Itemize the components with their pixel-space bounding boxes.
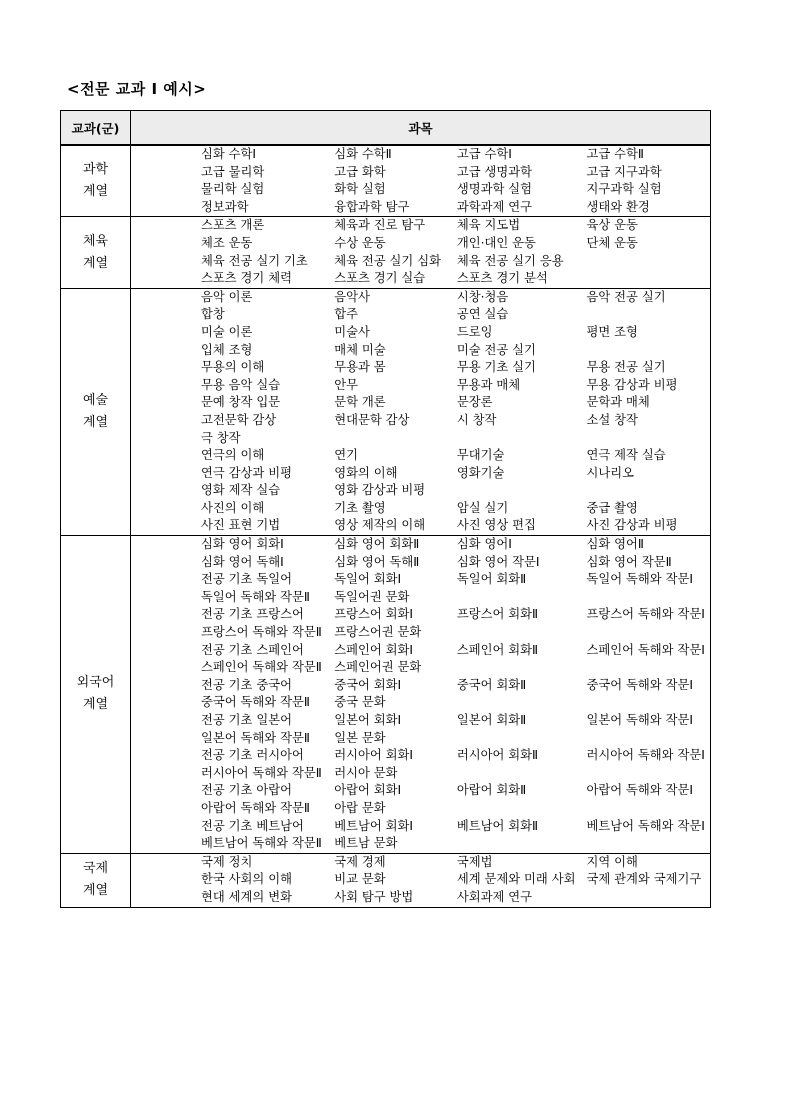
subject-list-cell (131, 536, 711, 854)
subject-name: 매체 미술 (334, 342, 386, 357)
table-header-row (61, 111, 711, 146)
subject-name: 고급 수학Ⅱ (586, 147, 644, 161)
subject-name: 비교 문화 (334, 872, 386, 887)
subject-name: 음악사 (334, 289, 370, 304)
subject-name: 국제법 (456, 854, 493, 869)
subject-row (201, 500, 710, 518)
subject-name: 전공 기초 일본어 (201, 713, 292, 727)
subject-row (201, 270, 710, 288)
subject-row (201, 342, 710, 360)
subject-name: 물리학 실험 (201, 182, 265, 197)
subject-name: 소설 창작 (586, 412, 638, 427)
subject-name: 러시아어 회화Ⅰ (334, 748, 414, 763)
subject-row (201, 536, 710, 554)
subject-row (201, 554, 710, 572)
subject-name: 스포츠 경기 실습 (334, 271, 426, 286)
subject-name (587, 430, 711, 448)
subject-name: 심화 영어 작문Ⅱ (586, 554, 672, 569)
subject-name: 일본어 독해와 작문Ⅱ (201, 730, 310, 745)
subject-name: 안무 (334, 377, 358, 392)
subject-name: 고급 물리학 (201, 164, 265, 179)
subject-name: 심화 수학Ⅱ (334, 147, 392, 161)
subject-name: 평면 조형 (586, 324, 638, 339)
subject-name: 무용 기초 실기 (456, 360, 536, 375)
subject-name: 문학 개론 (334, 395, 386, 410)
subject-name: 연극의 이해 (201, 448, 265, 463)
subject-row (201, 889, 710, 907)
subject-name: 심화 영어 독해Ⅱ (334, 554, 420, 569)
subject-row (201, 747, 710, 765)
group-name-cell (61, 145, 131, 217)
subject-name (587, 800, 711, 818)
subject-name: 중국어 독해와 작문Ⅱ (201, 695, 310, 710)
subject-row (201, 854, 710, 872)
subject-name (587, 730, 711, 748)
subject-name: 스페인어 회화Ⅰ (334, 642, 414, 657)
subject-name: 전공 기초 독일어 (201, 572, 292, 587)
subject-name: 심화 수학Ⅰ (201, 147, 257, 161)
subject-name: 연극 감상과 비평 (201, 465, 292, 480)
subject-row (201, 571, 710, 589)
subject-name: 개인·대인 운동 (456, 235, 536, 250)
subject-name: 체조 운동 (201, 235, 253, 250)
group-name-line: 계열 (82, 697, 109, 713)
subject-name: 스페인어권 문화 (334, 660, 422, 675)
subject-name: 한국 사회의 이해 (201, 872, 292, 887)
subject-name: 무용 감상과 비평 (586, 377, 678, 392)
subject-name (587, 253, 711, 271)
subject-name: 아랍어 독해와 작문Ⅰ (586, 783, 693, 798)
subject-group-row (61, 145, 711, 217)
subject-row (201, 359, 710, 377)
subject-name: 국제 경제 (334, 854, 386, 869)
subject-name: 고급 지구과학 (586, 164, 662, 179)
subject-name: 아랍어 회화Ⅰ (334, 783, 402, 798)
subject-name: 심화 영어 독해Ⅰ (201, 554, 284, 569)
subject-name: 독일어권 문화 (334, 589, 410, 604)
group-name-line: 외국어 (76, 675, 115, 691)
subject-name: 지역 이해 (586, 854, 638, 869)
subject-name: 무용 전공 실기 (586, 360, 666, 375)
subject-row (201, 800, 710, 818)
subject-name: 러시아어 독해와 작문Ⅰ (586, 748, 705, 763)
subject-name (457, 730, 587, 748)
group-name-line: 계열 (82, 255, 109, 271)
subject-row (201, 818, 710, 836)
subject-name: 시나리오 (586, 465, 635, 480)
subject-name (587, 694, 711, 712)
subject-name: 전공 기초 프랑스어 (201, 607, 304, 622)
group-name-line: 과학 (82, 162, 109, 178)
subject-name: 심화 영어Ⅰ (456, 537, 512, 552)
subject-name: 러시아어 회화Ⅱ (456, 748, 539, 763)
subject-name: 미술 이론 (201, 324, 253, 339)
subject-name: 심화 영어Ⅱ (586, 537, 644, 552)
subject-name: 일본어 회화Ⅱ (456, 713, 527, 727)
group-name-line: 체육 (82, 233, 109, 249)
subject-name: 미술 전공 실기 (456, 342, 536, 357)
subject-name: 심화 영어 회화Ⅱ (334, 537, 420, 552)
subject-row (201, 712, 710, 730)
subject-name: 연기 (334, 448, 358, 463)
subject-name: 심화 영어 회화Ⅰ (201, 537, 284, 552)
subject-name: 체육 전공 실기 응용 (456, 253, 564, 268)
subject-name (457, 482, 587, 500)
subject-name: 현대문학 감상 (334, 412, 410, 427)
subject-name: 화학 실험 (334, 182, 386, 197)
subject-name (457, 589, 587, 607)
subject-name: 체육 지도법 (456, 218, 521, 233)
subject-name: 체육 전공 실기 기초 (201, 253, 308, 268)
subject-row (201, 412, 710, 430)
page-title: <전문 교과 Ⅰ 예시> (67, 80, 207, 98)
subject-row (201, 517, 710, 535)
subject-group-row (61, 217, 711, 288)
subject-name: 체육과 진로 탐구 (334, 218, 426, 233)
subject-name: 프랑스어 독해와 작문Ⅰ (586, 607, 705, 622)
subject-name: 합주 (334, 307, 358, 322)
subject-row (201, 730, 710, 748)
subject-name: 정보과학 (201, 199, 249, 214)
subject-name: 베트남어 회화Ⅱ (456, 818, 539, 833)
subject-name: 현대 세계의 변화 (201, 889, 292, 904)
subject-name: 아랍 문화 (334, 800, 386, 815)
subject-name: 중국 문화 (334, 695, 386, 710)
group-name-line: 계열 (82, 883, 109, 899)
subject-name: 기초 촬영 (334, 500, 386, 515)
subject-name (457, 624, 587, 642)
subject-name: 무용과 몸 (334, 360, 386, 375)
group-name-cell (61, 288, 131, 535)
subject-row (201, 324, 710, 342)
subject-name: 스페인어 독해와 작문Ⅱ (201, 660, 322, 675)
table-body (61, 145, 711, 907)
subject-name: 러시아 문화 (334, 765, 398, 780)
subject-name: 사진의 이해 (201, 500, 265, 515)
subject-name: 융합과학 탐구 (334, 199, 410, 214)
subject-list-cell (131, 217, 711, 288)
subject-name (587, 306, 711, 324)
subject-row (201, 694, 710, 712)
subject-name: 독일어 독해와 작문Ⅰ (586, 572, 693, 587)
subject-name: 일본 문화 (334, 730, 386, 745)
subjects-column-header: 과목 (131, 111, 711, 146)
subject-name: 베트남어 독해와 작문Ⅰ (586, 818, 705, 833)
subject-list-cell (131, 853, 711, 907)
subject-name: 심화 영어 작문Ⅰ (456, 554, 540, 569)
subject-name (334, 430, 457, 448)
subject-name: 베트남 문화 (334, 836, 398, 851)
subject-name: 무용과 매체 (456, 377, 521, 392)
subject-name: 고전문학 감상 (201, 412, 277, 427)
subject-name: 전공 기초 베트남어 (201, 818, 304, 833)
subject-name: 아랍어 회화Ⅱ (456, 783, 527, 798)
subject-name: 국제 정치 (201, 854, 253, 869)
subject-name: 고급 수학Ⅰ (456, 147, 512, 161)
subject-name: 고급 화학 (334, 164, 386, 179)
subject-name: 사진 표현 기법 (201, 518, 281, 533)
subject-name: 프랑스어 회화Ⅰ (334, 607, 414, 622)
subject-name: 독일어 독해와 작문Ⅱ (201, 589, 310, 604)
subject-name: 프랑스어권 문화 (334, 625, 422, 640)
subject-row (201, 659, 710, 677)
subject-row (201, 377, 710, 395)
subject-name: 스포츠 경기 체력 (201, 271, 292, 286)
subject-name: 연극 제작 실습 (586, 448, 666, 463)
subject-name: 사회과제 연구 (456, 889, 533, 904)
subject-name: 사진 감상과 비평 (586, 518, 678, 533)
subject-name (457, 694, 587, 712)
subject-name: 미술사 (334, 324, 370, 339)
subject-name: 수상 운동 (334, 235, 386, 250)
subject-name: 스페인어 회화Ⅱ (456, 642, 539, 657)
subject-name: 영화 제작 실습 (201, 483, 281, 498)
subject-name: 세계 문제와 미래 사회 (456, 872, 576, 887)
subject-name: 영화의 이해 (334, 465, 398, 480)
group-name-cell (61, 217, 131, 288)
subject-row (201, 253, 710, 271)
subject-name: 음악 전공 실기 (586, 289, 666, 304)
subject-group-row (61, 853, 711, 907)
subject-name: 영화 감상과 비평 (334, 483, 426, 498)
subject-row (201, 642, 710, 660)
subject-name: 프랑스어 독해와 작문Ⅱ (201, 625, 322, 640)
subject-group-row (61, 536, 711, 854)
subject-row (201, 465, 710, 483)
subject-name: 무용의 이해 (201, 360, 265, 375)
group-name-cell (61, 853, 131, 907)
subject-name (457, 765, 587, 783)
subject-name: 드로잉 (456, 324, 493, 339)
subject-name: 음악 이론 (201, 289, 253, 304)
subject-name: 문학과 매체 (586, 395, 650, 410)
subject-name: 무용 음악 실습 (201, 377, 281, 392)
subject-name: 영화기술 (456, 465, 505, 480)
subject-name: 공연 실습 (456, 307, 509, 322)
subject-name: 과학과제 연구 (456, 199, 533, 214)
subject-name: 단체 운동 (586, 235, 638, 250)
subject-row (201, 871, 710, 889)
subject-row (201, 447, 710, 465)
subject-name: 체육 전공 실기 심화 (334, 253, 441, 268)
group-name-line: 계열 (82, 414, 109, 430)
subject-name: 중급 촬영 (586, 500, 638, 515)
group-name-line: 계열 (82, 184, 109, 200)
subject-row (201, 765, 710, 783)
subject-row (201, 394, 710, 412)
subject-name: 독일어 회화Ⅰ (334, 572, 402, 587)
subject-name: 합창 (201, 307, 225, 322)
subject-name: 베트남어 회화Ⅰ (334, 818, 414, 833)
subject-name: 독일어 회화Ⅱ (456, 572, 527, 587)
subject-name: 극 창작 (201, 430, 241, 445)
subject-row (201, 835, 710, 853)
subject-row (201, 289, 710, 307)
subject-name: 러시아어 독해와 작문Ⅱ (201, 765, 322, 780)
subject-name: 일본어 회화Ⅰ (334, 713, 402, 727)
subject-name: 지구과학 실험 (586, 182, 662, 197)
subject-row (201, 589, 710, 607)
subject-name (587, 482, 711, 500)
subject-name: 암실 실기 (456, 500, 509, 515)
subject-list-cell (131, 288, 711, 535)
subject-name: 전공 기초 러시아어 (201, 748, 304, 763)
subject-row (201, 430, 710, 448)
subject-name: 생명과학 실험 (456, 182, 533, 197)
group-name-cell (61, 536, 131, 854)
subject-row (201, 677, 710, 695)
subject-name (587, 765, 711, 783)
subject-row (201, 606, 710, 624)
subject-name (457, 430, 587, 448)
subject-row (201, 181, 710, 199)
subject-list-cell (131, 145, 711, 217)
subject-name: 전공 기초 스페인어 (201, 642, 304, 657)
subject-name (587, 659, 711, 677)
subject-name: 사회 탐구 방법 (334, 889, 414, 904)
subject-name (587, 624, 711, 642)
group-name-line: 예술 (82, 392, 109, 408)
subject-name: 중국어 회화Ⅰ (334, 677, 402, 692)
subject-name (587, 589, 711, 607)
subject-name: 스페인어 독해와 작문Ⅰ (586, 642, 705, 657)
subject-name: 일본어 독해와 작문Ⅰ (586, 713, 693, 727)
subject-name: 전공 기초 중국어 (201, 677, 292, 692)
subject-name: 프랑스어 회화Ⅱ (456, 607, 539, 622)
subject-name (457, 835, 587, 853)
subject-row (201, 624, 710, 642)
subject-row (201, 482, 710, 500)
subject-row (201, 199, 710, 217)
subject-row (201, 235, 710, 253)
subject-row (201, 217, 710, 235)
subject-name: 스포츠 개론 (201, 218, 265, 233)
subject-name: 문예 창작 입문 (201, 395, 281, 410)
group-column-header: 교과(군) (61, 111, 131, 146)
subject-name (587, 889, 711, 907)
subject-name: 시 창작 (456, 412, 497, 427)
subject-name: 중국어 회화Ⅱ (456, 677, 527, 692)
subject-name: 육상 운동 (586, 218, 638, 233)
subject-name: 중국어 독해와 작문Ⅰ (586, 677, 693, 692)
subject-name: 문장론 (456, 395, 493, 410)
subject-name: 생태와 환경 (586, 199, 650, 214)
subject-name (457, 800, 587, 818)
subject-row (201, 306, 710, 324)
subject-name: 국제 관계와 국제기구 (586, 872, 702, 887)
subject-row (201, 146, 710, 164)
subject-name: 전공 기초 아랍어 (201, 783, 292, 798)
group-name-line: 국제 (82, 861, 109, 877)
subject-row (201, 164, 710, 182)
subject-group-row (61, 288, 711, 535)
subject-name: 시창·청음 (456, 289, 509, 304)
subject-name: 사진 영상 편집 (456, 518, 536, 533)
subject-name: 스포츠 경기 분석 (456, 271, 548, 286)
subject-name (457, 659, 587, 677)
subject-name: 베트남어 독해와 작문Ⅱ (201, 836, 322, 851)
subject-name: 영상 제작의 이해 (334, 518, 426, 533)
subject-name: 고급 생명과학 (456, 164, 533, 179)
subject-name: 입체 조형 (201, 342, 253, 357)
subject-row (201, 782, 710, 800)
subject-name: 아랍어 독해와 작문Ⅱ (201, 800, 310, 815)
subjects-table (60, 110, 711, 908)
subject-name (587, 270, 711, 288)
subject-name (587, 342, 711, 360)
subject-name (587, 835, 711, 853)
subject-name: 무대기술 (456, 448, 505, 463)
